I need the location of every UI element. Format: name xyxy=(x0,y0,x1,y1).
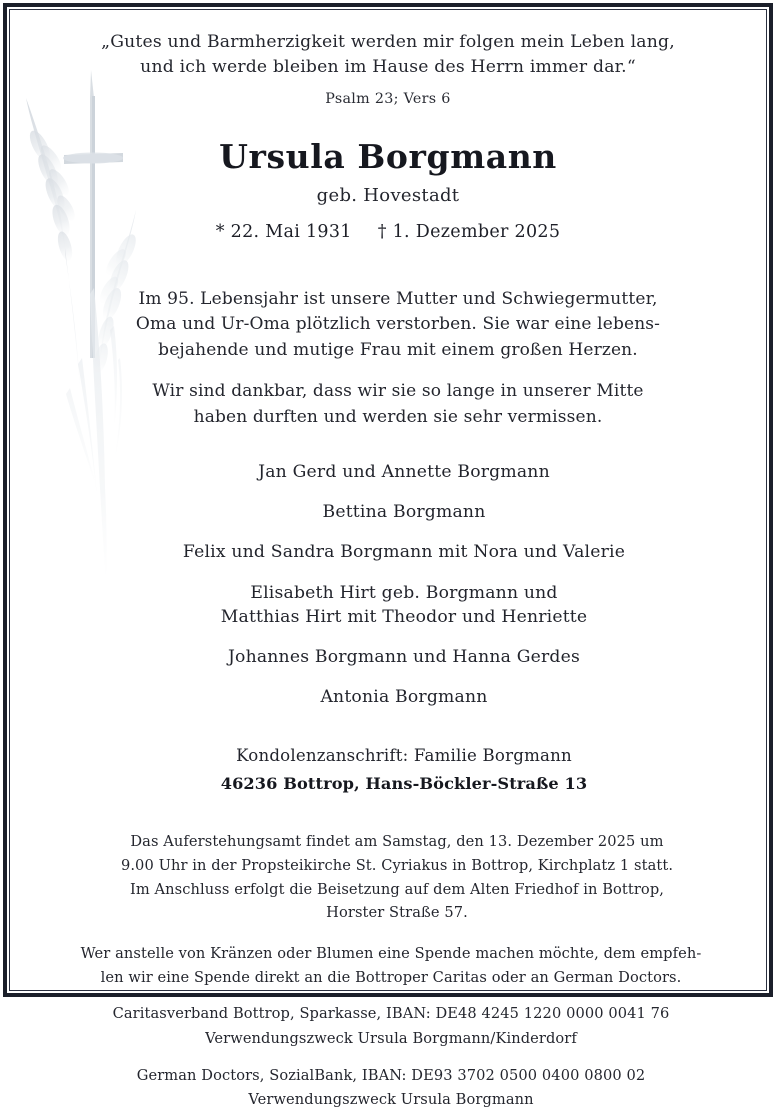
life-dates xyxy=(38,222,738,242)
caritas-purpose: Verwendungszweck Ursula Borgmann/Kinderdorf xyxy=(205,1029,577,1047)
service-line-3: Im Anschluss erfolgt die Beisetzung auf dem Alten Friedhof in Bottrop, xyxy=(129,880,664,898)
donation-intro-line-1: Wer anstelle von Kränzen oder Blumen eine Spende machen möchte, dem empfeh- xyxy=(80,945,702,963)
survivor-line: Felix und Sandra Borgmann mit Nora und Valerie xyxy=(182,542,626,563)
eulogy-p2-line2: haben durften und werden sie sehr vermissen. xyxy=(193,406,603,427)
death-date: † 1. Dezember 2025 xyxy=(377,221,561,242)
survivor-line: Johannes Borgmann und Hanna Gerdes xyxy=(227,647,581,668)
donation-account-german-doctors xyxy=(56,1064,726,1112)
survivor-line: Jan Gerd und Annette Borgmann xyxy=(258,462,550,483)
survivor-line: Matthias Hirt mit Theodor und Henriette xyxy=(220,606,588,627)
service-line-4: Horster Straße 57. xyxy=(326,904,468,922)
birth-date: * 22. Mai 1931 xyxy=(215,221,352,242)
eulogy-text xyxy=(100,287,696,431)
caritas-bank-iban: Caritasverband Bottrop, Sparkasse, IBAN: DE48 4245 1220 0000 0041 76 xyxy=(112,1005,670,1023)
deceased-name: Ursula Borgmann xyxy=(219,136,557,176)
german-doctors-bank-iban: German Doctors, SozialBank, IBAN: DE93 3702 0500 0400 0800 02 xyxy=(136,1066,646,1084)
condolence-address: 46236 Bottrop, Hans-Böckler-Straße 13 xyxy=(220,774,588,794)
eulogy-p1-line1: Im 95. Lebensjahr ist unsere Mutter und Schwiegermutter, xyxy=(138,288,658,309)
eulogy-paragraph-1 xyxy=(100,287,696,364)
eulogy-p1-line3: bejahende und mutige Frau mit einem großen Herzen. xyxy=(158,339,638,360)
survivors-list xyxy=(100,464,708,706)
quote-line-1: „Gutes und Barmherzigkeit werden mir folgen mein Leben lang, xyxy=(101,32,675,52)
quote-line-2: und ich werde bleiben im Hause des Herrn immer dar.“ xyxy=(140,57,636,78)
eulogy-p2-line1: Wir sind dankbar, dass wir sie so lange in unserer Mitte xyxy=(152,381,644,402)
survivor-line: Elisabeth Hirt geb. Borgmann und xyxy=(250,582,558,603)
survivor-line: Antonia Borgmann xyxy=(320,687,488,708)
quote-source: Psalm 23; Vers 6 xyxy=(325,90,451,107)
eulogy-p1-line2: Oma und Ur-Oma plötzlich verstorben. Sie war eine lebens- xyxy=(135,314,661,335)
german-doctors-purpose: Verwendungszweck Ursula Borgmann xyxy=(248,1091,534,1109)
condolence-label: Kondolenzanschrift: Familie Borgmann xyxy=(236,746,572,766)
survivor-line: Bettina Borgmann xyxy=(322,502,486,523)
scripture-quote xyxy=(90,30,686,81)
eulogy-paragraph-2 xyxy=(100,379,696,430)
donation-account-caritas xyxy=(56,1002,726,1050)
service-line-2: 9.00 Uhr in der Propsteikirche St. Cyriakus in Bottrop, Kirchplatz 1 statt. xyxy=(120,857,674,875)
funeral-service-details xyxy=(74,830,720,925)
donation-intro-line-2: len wir eine Spende direkt an die Bottroper Caritas oder an German Doctors. xyxy=(100,968,682,986)
deceased-maiden-name: geb. Hovestadt xyxy=(316,184,460,206)
donation-details xyxy=(56,942,726,1112)
service-line-1: Das Auferstehungsamt findet am Samstag, den 13. Dezember 2025 um xyxy=(130,833,664,851)
condolence-address-block xyxy=(100,746,708,793)
